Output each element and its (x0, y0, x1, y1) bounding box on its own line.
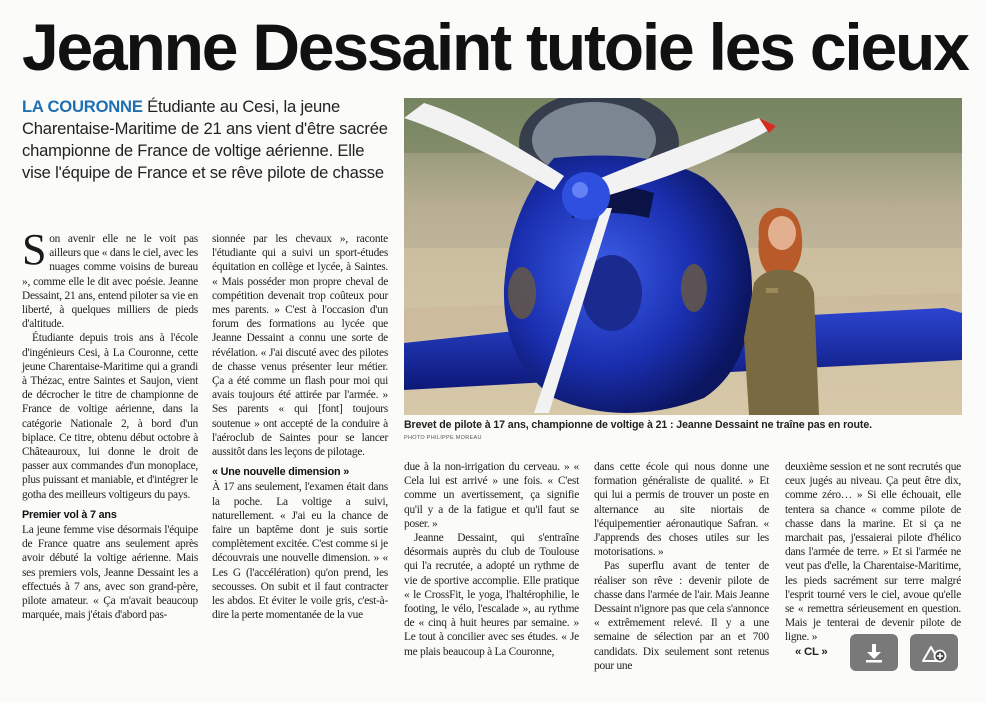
paragraph: La jeune femme vise désormais l'équipe de France quatre ans seulement après avoir débuté la voltige aérienne. Mais ses premiers vols, Jeanne Dessaint les a effectués à 7 ans, avec son grand-père, pilote amateur. « Ça m'avait beaucoup marquée, mais j'étais d'abord pas- (22, 524, 198, 622)
article-column-5 (785, 460, 961, 659)
author-signature: « CL » (795, 645, 828, 658)
photo-caption: Brevet de pilote à 17 ans, championne de voltige à 21 : Jeanne Dessaint ne traîne pas en route. (404, 419, 872, 431)
paragraph: due à la non-irrigation du cerveau. » « Cela lui est arrivé » une fois. « C'est comme un avertissement, ça signifie qu'il y a de la fatigue et qu'il faut se poser. » (404, 461, 579, 530)
plane-photo-illustration (404, 98, 962, 415)
subheading: Premier vol à 7 ans (22, 508, 117, 521)
deck (22, 96, 394, 184)
add-image-icon (921, 642, 947, 664)
add-image-button[interactable] (910, 634, 958, 671)
article-column-2 (212, 232, 388, 622)
deck-kicker: LA COURONNE (22, 97, 143, 116)
paragraph: deuxième session et ne sont recrutés que ceux jugés au niveau. Ça peut être dix, comme zéro… » Si elle échouait, elle tentera sa chance « comme pilote de chasse dans la marine. Et si ça ne marchait pas, j'essaierai pilote d'hélico dans l'armée de terre. » Et si l'armée ne veut pas d'elle, la Charentaise-Maritime, les pieds sacrément sur terre malgré l'esprit tourné vers le ciel, avoue qu'elle se « remettra sérieusement en question. Mais je tenterai de devenir pilote de ligne. » (785, 461, 961, 644)
drop-cap: S (22, 225, 47, 274)
paragraph: dans cette école qui nous donne une formation généraliste de qualité. » Et qui lui a permis de trouver un poste en alternance au site niortais de l'équipementier aéronautique Safran. « J'apprends des choses utiles sur les motorisations. » (594, 461, 769, 559)
deck-text: Étudiante au Cesi, la jeune Charentaise-Maritime de 21 ans vient d'être sacrée championne de France de voltige aérienne. Elle vise l'équipe de France et se rêve pilote de chasse (22, 97, 388, 182)
article-photo (404, 98, 962, 415)
article-column-1 (22, 225, 198, 622)
photo-credit: PHOTO PHILIPPE MOREAU (404, 435, 482, 441)
paragraph: Pas superflu avant de tenter de réaliser son rêve : devenir pilote de chasse dans l'armée de l'air. Mais Jeanne Dessaint n'ignore pas que cela s'annonce « extrêmement relevé. Il y a une semaine de sélection par an et 700 candidats. Dix seulement sont retenus pour une (594, 560, 769, 672)
paragraph: À 17 ans seulement, l'examen était dans la poche. La voltige a suivi, naturellement. « J'ai eu la chance de faire un baptême dont je suis sortie complètement excitée. C'est comme si je découvrais une nouvelle dimension. » « Les G (l'accélération) qu'on prend, les secousses. On subit et il faut contracter les abdos. Et éviter le voile gris, c'est-à-dire la perte momentanée de la vue (212, 481, 388, 622)
article-column-4 (594, 460, 769, 673)
article-column-3 (404, 460, 579, 659)
paragraph-text: on avenir elle ne le voit pas ailleurs que « dans le ciel, avec les nuages comme voisins de bureau », comme elle le dit avec poésie. Jeanne Dessaint, 21 ans, entend piloter sa vie en liberté, à quelques milliers de pieds d'altitude. (22, 233, 198, 331)
paragraph (22, 225, 198, 331)
paragraph: Étudiante depuis trois ans à l'école d'ingénieurs Cesi, à La Couronne, cette jeune Charentaise-Maritime qui a grandi à Thézac, entre Saintes et Saujon, vient de décrocher le titre de championne de France de voltige aérienne, dans la catégorie Nationale 2, à bord d'un biplace. Ce titre, obtenu début octobre à Châteauroux, lui donne le droit de passer aux commandes d'un monoplace, plus puissant et maniable, et d'intégrer le gotha des meilleurs voltigeurs du pays. (22, 332, 198, 501)
download-arrow-icon (865, 643, 883, 663)
download-button[interactable] (850, 634, 898, 671)
subheading: « Une nouvelle dimension » (212, 466, 349, 479)
paragraph: sionnée par les chevaux », raconte l'étudiante qui a suivi un sport-études équitation en collège et lycée, à Saintes. « Mais posséder mon propre cheval de compétition devenait trop coûteux pour mes parents. » C'est à l'occasion d'un forum des formations au lycée que Jeanne Dessaint a connu une sorte de révélation. « J'ai discuté avec des pilotes de chasse venus présenter leur métier. Ça a été comme un flash pour moi qui avais toujours été attirée par l'armée. » Ses parents « qui [font] toujours soutenue » ont accepté de la conduire à l'aéroclub de Saintes pour se lancer aussitôt dans les leçons de pilotage. (212, 233, 388, 459)
headline: Jeanne Dessaint tutoie les cieux (22, 10, 968, 84)
paragraph: Jeanne Dessaint, qui s'entraîne désormais auprès du club de Toulouse qui l'a recrutée, a adopté un rythme de vie de sportive accomplie. Elle pratique « le CrossFit, le yoga, l'haltérophilie, le footing, le vélo, l'escalade », au rythme de « cinq à huit heures par semaine. » Le tout à concilier avec ses études. « Je me plais beaucoup à La Couronne, (404, 532, 579, 658)
